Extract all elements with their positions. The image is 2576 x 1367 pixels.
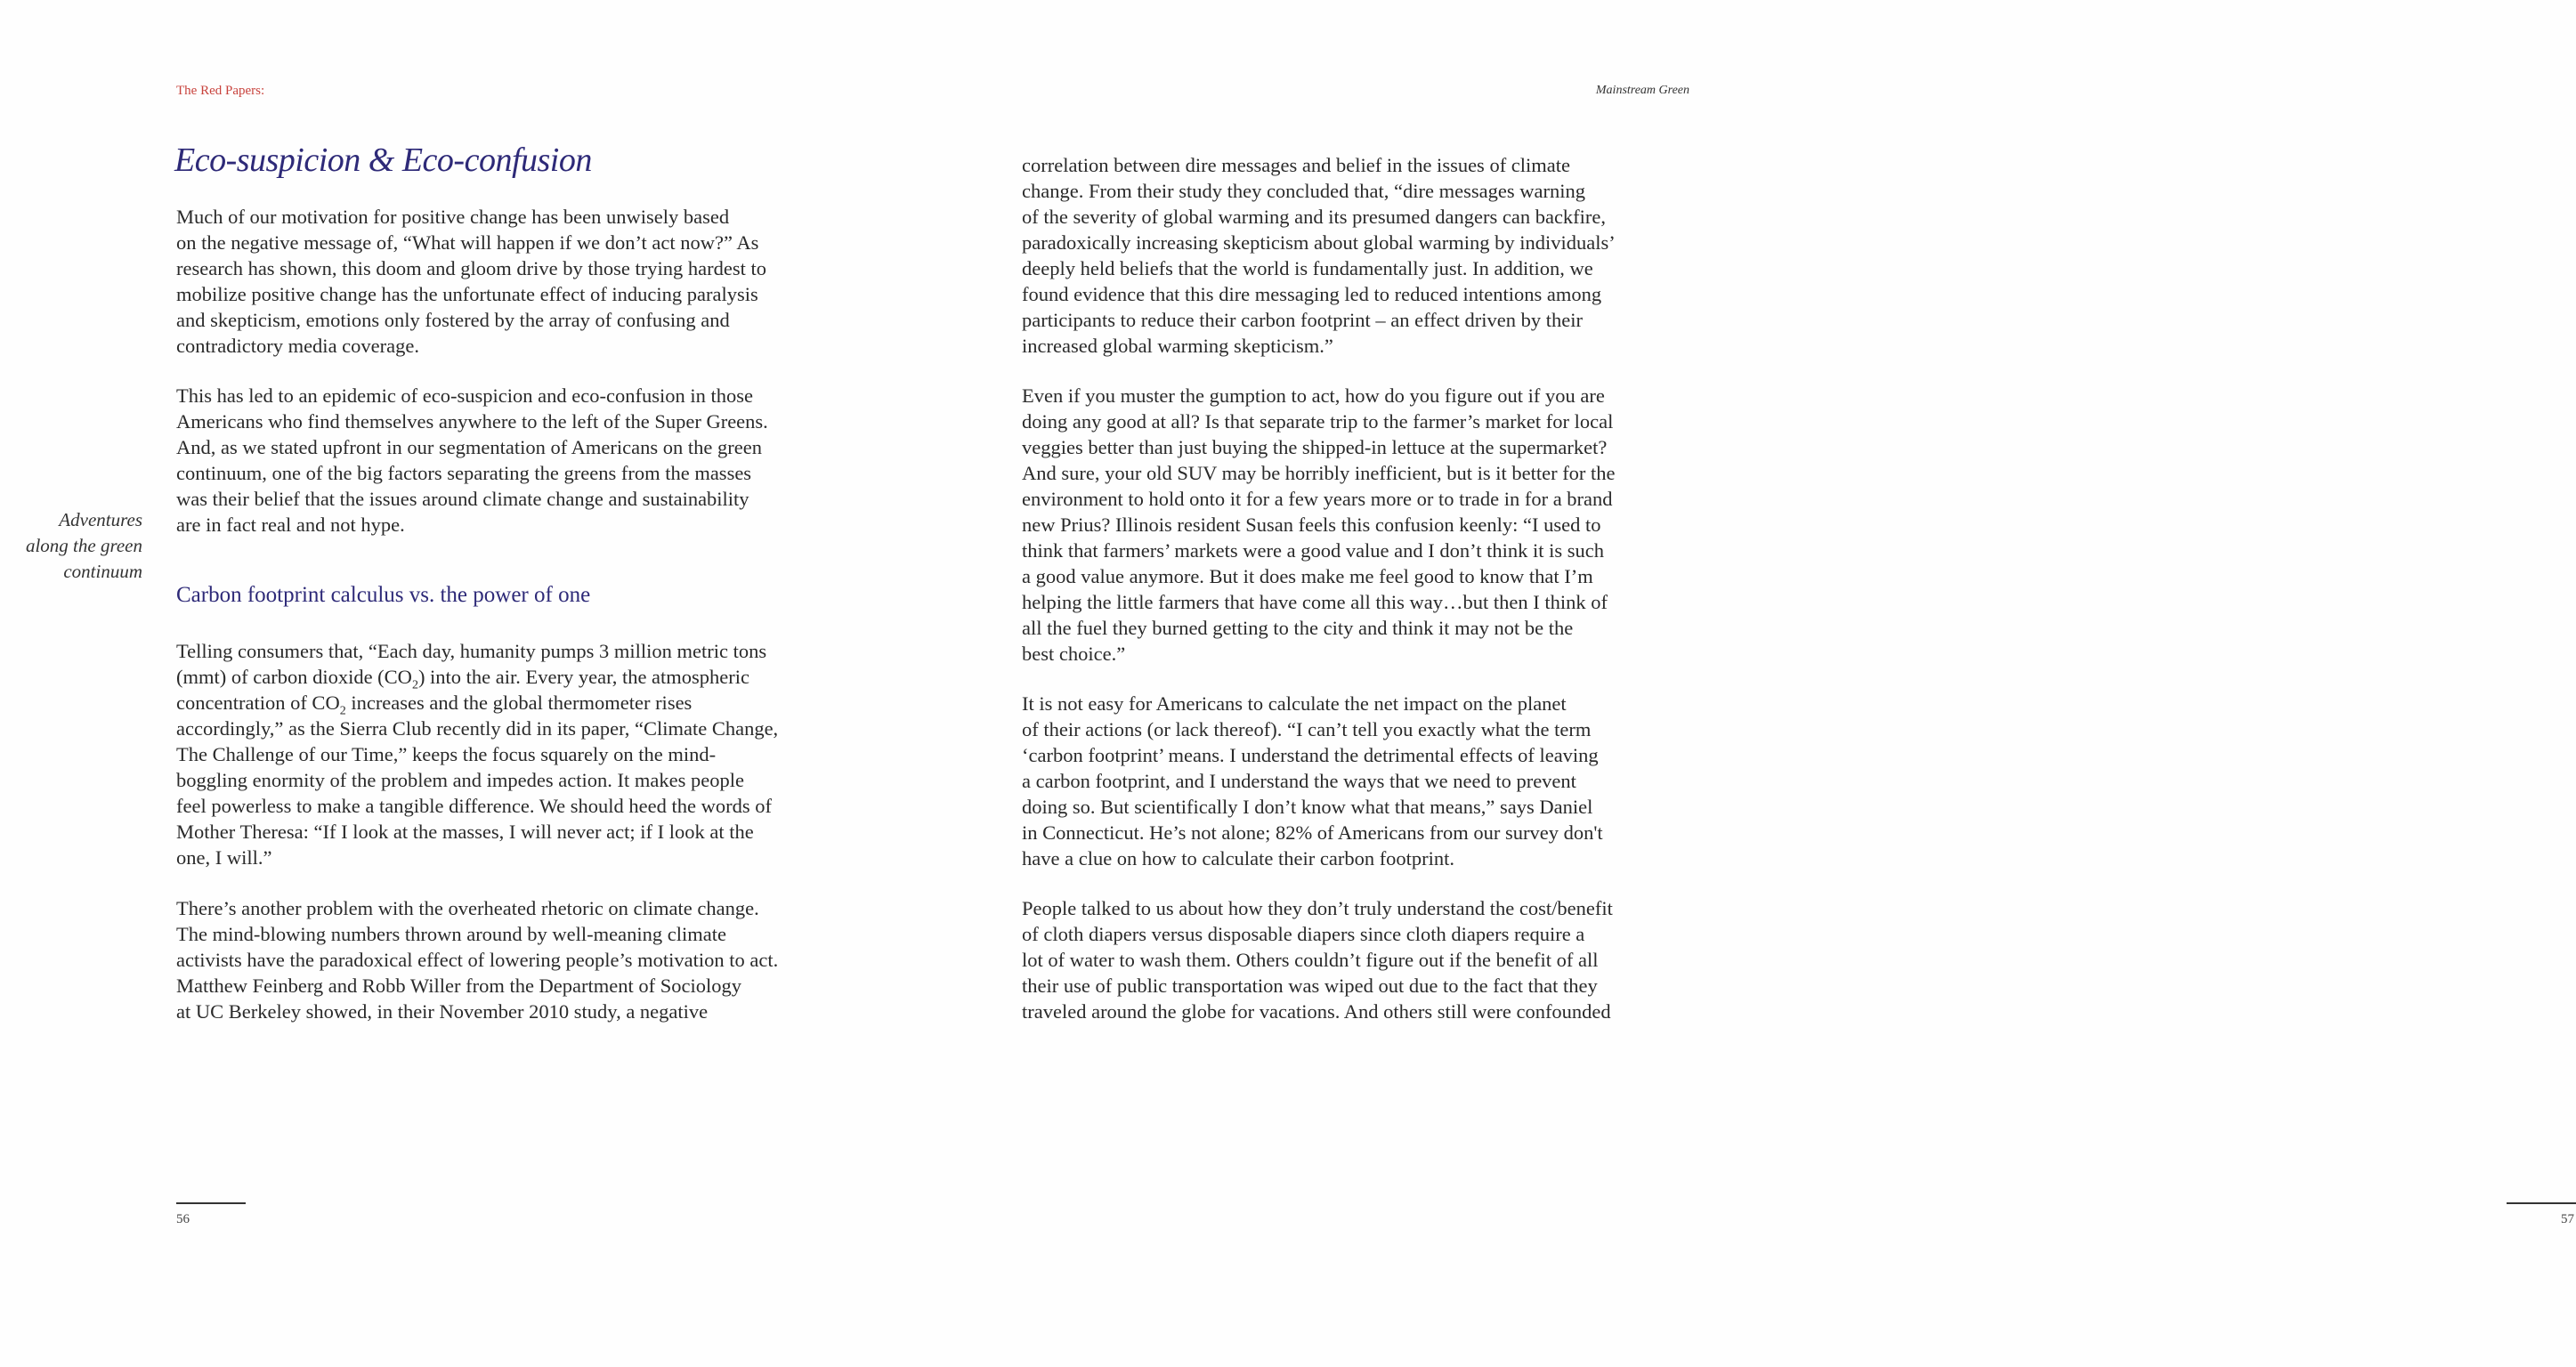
text-line: research has shown, this doom and gloom drive by those trying hardest to <box>176 257 767 279</box>
text-line: helping the little farmers that have come all this way…but then I think of <box>1022 591 1608 613</box>
text-line: Americans who find themselves anywhere to the left of the Super Greens. <box>176 410 768 433</box>
text-line <box>176 664 817 690</box>
text-line: Even if you muster the gumption to act, how do you figure out if you are <box>1022 384 1605 407</box>
text-line: paradoxically increasing skepticism about global warming by individuals’ <box>1022 231 1616 254</box>
text-line: And, as we stated upfront in our segmentation of Americans on the green <box>176 436 762 458</box>
text-line: People talked to us about how they don’t truly understand the cost/benefit <box>1022 897 1613 919</box>
text-line: their use of public transportation was wiped out due to the fact that they <box>1022 975 1598 997</box>
text-line: found evidence that this dire messaging led to reduced intentions among <box>1022 283 1602 305</box>
paragraph-7 <box>1022 691 1681 871</box>
text-line: correlation between dire messages and belief in the issues of climate <box>1022 154 1571 176</box>
margin-note-line: continuum <box>63 561 142 582</box>
footer-rule <box>176 1202 246 1204</box>
text-line: on the negative message of, “What will happen if we don’t act now?” As <box>176 231 759 254</box>
text-line: This has led to an epidemic of eco-suspicion and eco-confusion in those <box>176 384 753 407</box>
page-number: 57 <box>2561 1212 2574 1226</box>
text-line: in Connecticut. He’s not alone; 82% of Americans from our survey don't <box>1022 821 1603 844</box>
text-line: Matthew Feinberg and Robb Willer from the Department of Sociology <box>176 975 742 997</box>
paragraph-4 <box>176 895 817 1024</box>
text-line: best choice.” <box>1022 643 1126 665</box>
text-line: of their actions (or lack thereof). “I can’t tell you exactly what the term <box>1022 718 1592 740</box>
text-fragment: (mmt) of carbon dioxide (CO <box>176 666 412 688</box>
text-line: And sure, your old SUV may be horribly inefficient, but is it better for the <box>1022 462 1616 484</box>
paragraph-5 <box>1022 152 1681 359</box>
text-line: There’s another problem with the overheated rhetoric on climate change. <box>176 897 759 919</box>
left-page <box>0 0 911 1367</box>
text-line: a good value anymore. But it does make me feel good to know that I’m <box>1022 565 1593 587</box>
text-line: deeply held beliefs that the world is fundamentally just. In addition, we <box>1022 257 1593 279</box>
text-line: doing so. But scientifically I don’t know what that means,” says Daniel <box>1022 796 1593 818</box>
text-line: increased global warming skepticism.” <box>1022 335 1333 357</box>
text-line: participants to reduce their carbon footprint – an effect driven by their <box>1022 309 1583 331</box>
chapter-title: Eco-suspicion & Eco-confusion <box>174 142 592 179</box>
text-line: The mind-blowing numbers thrown around by well-meaning climate <box>176 923 726 945</box>
margin-note <box>18 507 142 585</box>
running-head-left: The Red Papers: <box>176 84 265 98</box>
text-line: Telling consumers that, “Each day, humanity pumps 3 million metric tons <box>176 640 767 662</box>
text-line: all the fuel they burned getting to the city and think it may not be the <box>1022 617 1574 639</box>
running-head-right: Mainstream Green <box>1595 84 1689 97</box>
text-line: think that farmers’ markets were a good value and I don’t think it is such <box>1022 539 1604 562</box>
footer-rule <box>2507 1202 2576 1204</box>
text-line: contradictory media coverage. <box>176 335 419 357</box>
text-line: doing any good at all? Is that separate trip to the farmer’s market for local <box>1022 410 1614 433</box>
text-line: activists have the paradoxical effect of lowering people’s motivation to act. <box>176 949 779 971</box>
text-line: new Prius? Illinois resident Susan feels this confusion keenly: “I used to <box>1022 514 1601 536</box>
text-line: continuum, one of the big factors separating the greens from the masses <box>176 462 752 484</box>
text-fragment: concentration of CO <box>176 692 340 714</box>
text-line <box>176 690 817 716</box>
text-line: have a clue on how to calculate their carbon footprint. <box>1022 847 1455 870</box>
text-line: The Challenge of our Time,” keeps the focus squarely on the mind- <box>176 743 717 765</box>
paragraph-6 <box>1022 383 1681 667</box>
text-line: ‘carbon footprint’ means. I understand the detrimental effects of leaving <box>1022 744 1599 766</box>
text-line: Mother Theresa: “If I look at the masses, I will never act; if I look at the <box>176 821 754 843</box>
paragraph-2 <box>176 383 817 538</box>
text-line: one, I will.” <box>176 846 272 869</box>
subscript: 2 <box>411 678 418 692</box>
text-line: a carbon footprint, and I understand the ways that we need to prevent <box>1022 770 1576 792</box>
page-number: 56 <box>176 1212 190 1226</box>
text-fragment: ) into the air. Every year, the atmospheric <box>417 666 750 688</box>
text-line: boggling enormity of the problem and impedes action. It makes people <box>176 769 744 791</box>
text-line: Much of our motivation for positive change has been unwisely based <box>176 206 730 228</box>
text-line: was their belief that the issues around climate change and sustainability <box>176 488 749 510</box>
text-line: It is not easy for Americans to calculate the net impact on the planet <box>1022 692 1567 715</box>
text-line: feel powerless to make a tangible difference. We should heed the words of <box>176 795 773 817</box>
text-line: of cloth diapers versus disposable diapers since cloth diapers require a <box>1022 923 1585 945</box>
text-line: environment to hold onto it for a few years more or to trade in for a brand <box>1022 488 1613 510</box>
text-line: change. From their study they concluded that, “dire messages warning <box>1022 180 1585 202</box>
section-heading: Carbon footprint calculus vs. the power of one <box>176 583 591 607</box>
text-line: are in fact real and not hype. <box>176 514 405 536</box>
paragraph-1 <box>176 204 817 359</box>
margin-note-line: Adventures <box>59 509 142 530</box>
margin-note-line: along the green <box>25 535 142 556</box>
text-line: traveled around the globe for vacations. And others still were confounded <box>1022 1000 1611 1023</box>
text-line: accordingly,” as the Sierra Club recently did in its paper, “Climate Change, <box>176 717 779 740</box>
paragraph-3 <box>176 638 817 870</box>
paragraph-8 <box>1022 895 1681 1024</box>
subscript: 2 <box>339 704 346 718</box>
text-line: of the severity of global warming and its presumed dangers can backfire, <box>1022 206 1607 228</box>
text-line: mobilize positive change has the unfortunate effect of inducing paralysis <box>176 283 758 305</box>
text-line: veggies better than just buying the shipped-in lettuce at the supermarket? <box>1022 436 1608 458</box>
text-line: and skepticism, emotions only fostered by the array of confusing and <box>176 309 730 331</box>
text-line: at UC Berkeley showed, in their November 2010 study, a negative <box>176 1000 709 1023</box>
text-fragment: increases and the global thermometer rises <box>345 692 693 714</box>
text-line: lot of water to wash them. Others couldn’t figure out if the benefit of all <box>1022 949 1599 971</box>
